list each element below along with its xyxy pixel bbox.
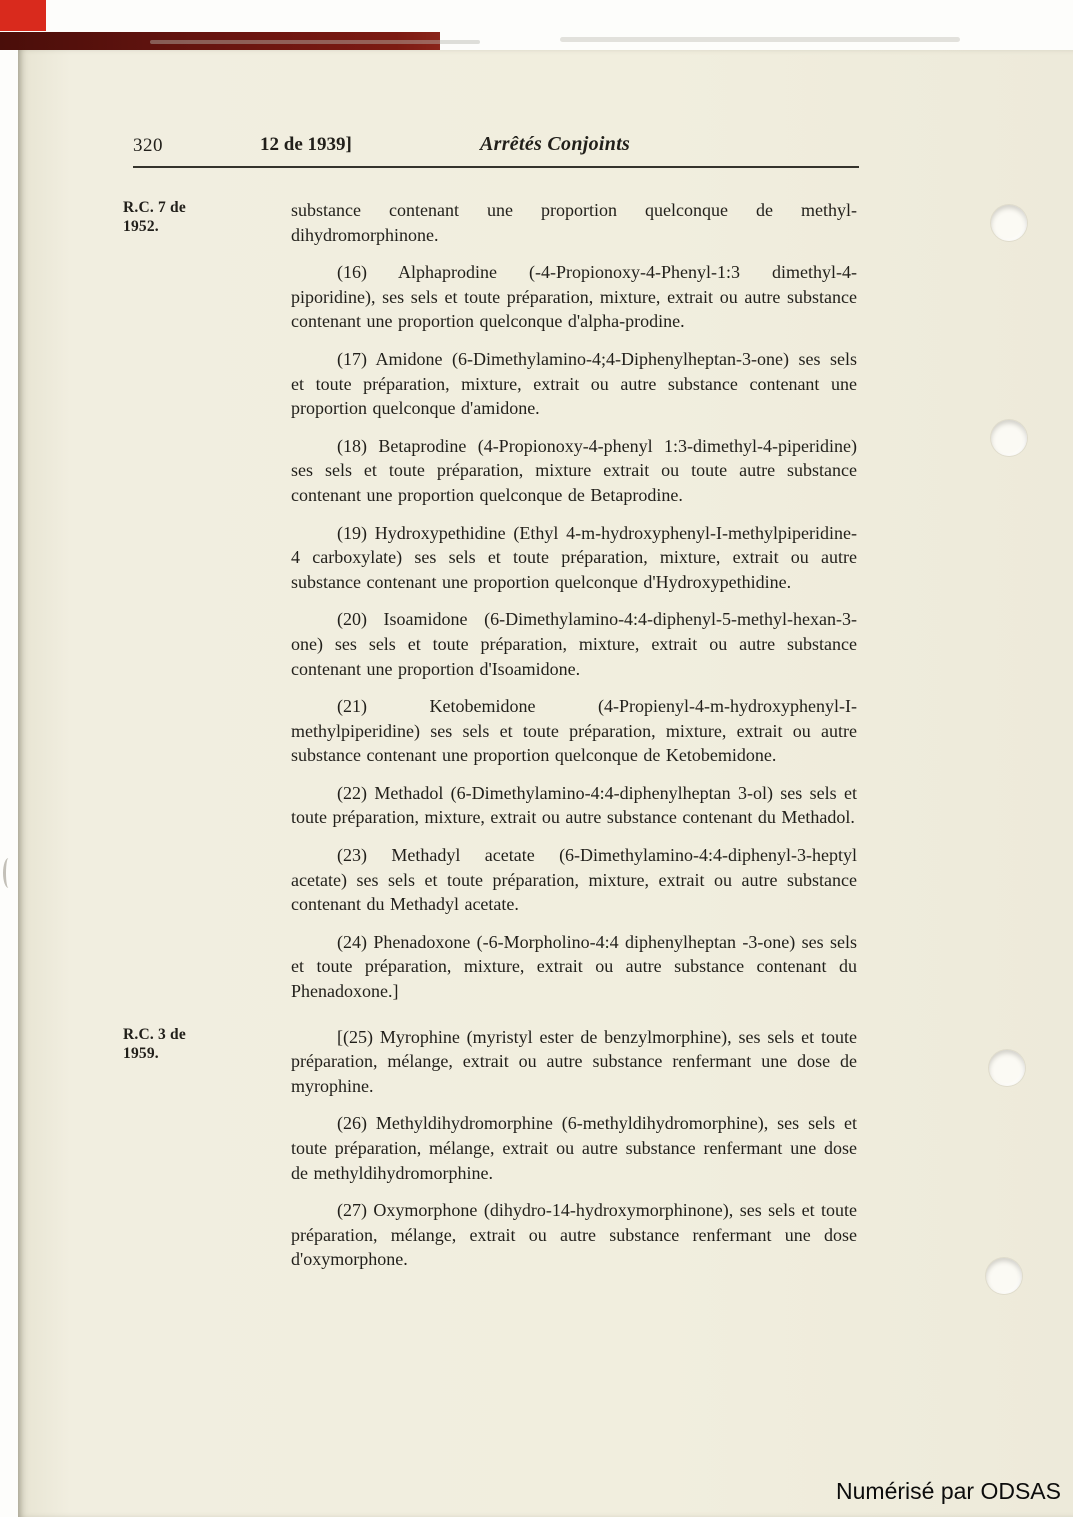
paragraph-item-23: (23) Methadyl acetate (6-Dimethylamino-4:4-diphenyl-3-heptyl acetate) ses sels et toute préparation, mixture, extrait ou autre substance contenant du Methadyl acetate. xyxy=(291,845,857,915)
paragraph-item-17: (17) Amidone (6-Dimethylamino-4;4-Diphenylheptan-3-one) ses sels et toute préparation, mixture, extrait ou autre substance contenant une proportion quelconque d'amidone. xyxy=(291,348,857,419)
binder-hole xyxy=(991,420,1027,456)
binder-hole xyxy=(986,1258,1022,1294)
scan-artifact-left-mark xyxy=(3,858,14,888)
header-reference: 12 de 1939] xyxy=(260,134,352,155)
page-number: 320 xyxy=(133,135,163,156)
paragraph-item-19: (19) Hydroxypethidine (Ethyl 4-m-hydroxyphenyl-I-methylpiperidine-4 carboxylate) ses sels et toute préparation, mixture, extrait ou autre substance contenant une proportion quelconque d'Hydroxypethidine. xyxy=(291,522,857,592)
paragraph-item-16: (16) Alphaprodine (-4-Propionoxy-4-Phenyl-1:3 dimethyl-4-piporidine), ses sels et toute préparation, mixture, extrait ou autre substance contenant une proportion quelconque d'alpha-prodine. xyxy=(291,262,857,332)
binder-hole xyxy=(989,1050,1025,1086)
scan-credit: Numérisé par ODSAS xyxy=(836,1478,1061,1504)
text-column xyxy=(291,198,857,1017)
paragraph-item-22: (22) Methadol (6-Dimethylamino-4:4-diphenylheptan 3-ol) ses sels et toute préparation, mixture, extrait ou autre substance contenant du Methadol. xyxy=(291,782,857,828)
paper-sheet xyxy=(18,50,1073,1517)
paragraph-item-25: [(25) Myrophine (myristyl ester de benzylmorphine), ses sels et toute préparation, mélange, extrait ou autre substance renfermant une dose de myrophine. xyxy=(291,1026,857,1096)
scan-artifact-gray-streak xyxy=(150,40,480,44)
paragraph-item-24: (24) Phenadoxone (-6-Morpholino-4:4 diphenylheptan -3-one) ses sels et toute préparation, mixture, extrait ou autre substance contenant du Phenadoxone.] xyxy=(291,931,857,1002)
paragraph-item-27: (27) Oxymorphone (dihydro-14-hydroxymorphinone), ses sels et toute préparation, mélange, extrait ou autre substance renfermant une dose d'oxymorphone. xyxy=(291,1200,857,1270)
page-content xyxy=(18,198,1073,1285)
paragraph-item-26: (26) Methyldihydromorphine (6-methyldihydromorphine), ses sels et toute préparation, mélange, extrait ou autre substance renfermant une dose de methyldihydromorphine. xyxy=(291,1113,857,1183)
section-rc-3-1959 xyxy=(18,1025,1073,1285)
section-rc-7-1952 xyxy=(18,198,1073,1017)
paragraph-continuation: substance contenant une proportion quelconque de methyl-dihydromorphinone. xyxy=(291,200,857,245)
margin-column xyxy=(18,1025,291,1063)
margin-note: R.C. 3 de 1959. xyxy=(123,1025,186,1062)
margin-column xyxy=(18,198,291,236)
scan-artifact-gray-streak xyxy=(560,37,960,42)
paragraph-item-20: (20) Isoamidone (6-Dimethylamino-4:4-diphenyl-5-methyl-hexan-3-one) ses sels et toute préparation, mixture, extrait ou autre substance contenant une proportion d'Isoamidone. xyxy=(291,609,857,679)
binder-hole xyxy=(991,205,1027,241)
header-rule xyxy=(133,166,859,168)
header-title: Arrêtés Conjoints xyxy=(480,133,631,155)
scan-artifact-red-square xyxy=(0,0,46,31)
paragraph-item-18: (18) Betaprodine (4-Propionoxy-4-phenyl 1:3-dimethyl-4-piperidine) ses sels et toute préparation, mixture extrait ou toute autre substance contenant une proportion quelconque de Betaprodine. xyxy=(291,435,857,505)
margin-note: R.C. 7 de 1952. xyxy=(123,199,186,235)
paragraph-item-21: (21) Ketobemidone (4-Propienyl-4-m-hydroxyphenyl-I-methylpiperidine) ses sels et toute préparation, mixture, extrait ou autre substance contenant une proportion quelconque de Ketobemidone. xyxy=(291,696,857,766)
text-column xyxy=(291,1025,857,1285)
